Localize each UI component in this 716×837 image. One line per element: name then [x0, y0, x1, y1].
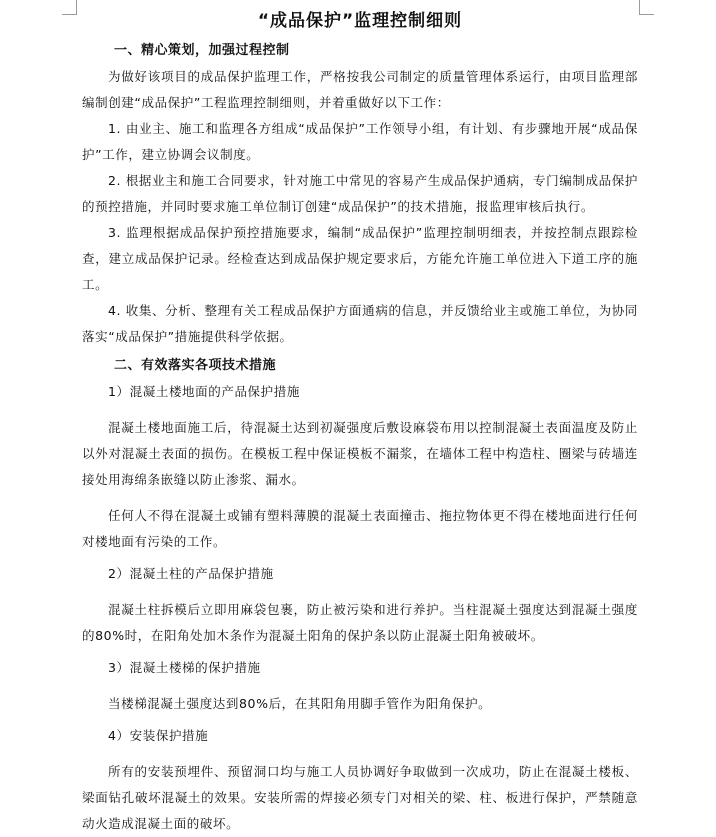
document-page	[82, 6, 638, 837]
section-1-item: 4. 收集、分析、整理有关工程成品保护方面通病的信息，并反馈给业主或施工单位，为协同落实“成品保护”措施提供科学依据。	[82, 303, 638, 344]
subsection-2-title: 2）混凝土柱的产品保护措施	[108, 566, 274, 581]
subsection-3-title: 3）混凝土楼梯的保护措施	[108, 660, 261, 675]
subsection-1-title: 1）混凝土楼地面的产品保护措施	[108, 384, 300, 399]
section-1-intro: 为做好该项目的成品保护监理工作，严格按我公司制定的质量管理体系运行，由项目监理部编制创建“成品保护”工程监理控制细则，并着重做好以下工作：	[82, 69, 638, 110]
subsection-4-title: 4）安装保护措施	[108, 728, 209, 743]
page-corner-mark-left	[62, 0, 77, 15]
subsection-1-paragraph: 混凝土楼地面施工后，待混凝土达到初凝强度后敷设麻袋布用以控制混凝土表面温度及防止以外对混凝土表面的损伤。在模板工程中保证模板不漏浆，在墙体工程中构造柱、圈梁与砖墙连接处用海绵条嵌缝以防止渗浆、漏水。	[82, 420, 638, 487]
document-title: “成品保护”监理控制细则	[257, 11, 463, 31]
subsection-3-paragraph: 当楼梯混凝土强度达到80%后，在其阳角用脚手管作为阳角保护。	[108, 696, 492, 711]
page-corner-mark-right	[639, 0, 654, 15]
section-2-heading: 二、有效落实各项技术措施	[114, 358, 277, 373]
section-1-heading: 一、精心策划，加强过程控制	[114, 43, 290, 58]
section-1-item: 3. 监理根据成品保护预控措施要求，编制“成品保护”监理控制明细表，并按控制点跟踪检查，建立成品保护记录。经检查达到成品保护规定要求后，方能允许施工单位进入下道工序的施工。	[82, 225, 638, 292]
subsection-4-paragraph: 所有的安装预埋件、预留洞口均与施工人员协调好争取做到一次成功，防止在混凝土楼板、梁面钻孔破坏混凝土的效果。安装所需的焊接必须专门对相关的梁、柱、板进行保护，严禁随意动火造成混凝土面的破坏。	[82, 764, 638, 831]
subsection-1-paragraph: 任何人不得在混凝土或铺有塑料薄膜的混凝土表面撞击、拖拉物体更不得在楼地面进行任何对楼地面有污染的工作。	[82, 508, 638, 549]
section-1-item: 1. 由业主、施工和监理各方组成“成品保护”工作领导小组，有计划、有步骤地开展“成品保护”工作，建立协调会议制度。	[82, 121, 638, 162]
section-1-item: 2. 根据业主和施工合同要求，针对施工中常见的容易产生成品保护通病，专门编制成品保护的预控措施，并同时要求施工单位制订创建“成品保护”的技术措施，报监理审核后执行。	[82, 173, 638, 214]
subsection-2-paragraph: 混凝土柱拆模后立即用麻袋包裹，防止被污染和进行养护。当柱混凝土强度达到混凝土强度的80%时，在阳角处加木条作为混凝土阳角的保护条以防止混凝土阳角被破坏。	[82, 602, 638, 643]
